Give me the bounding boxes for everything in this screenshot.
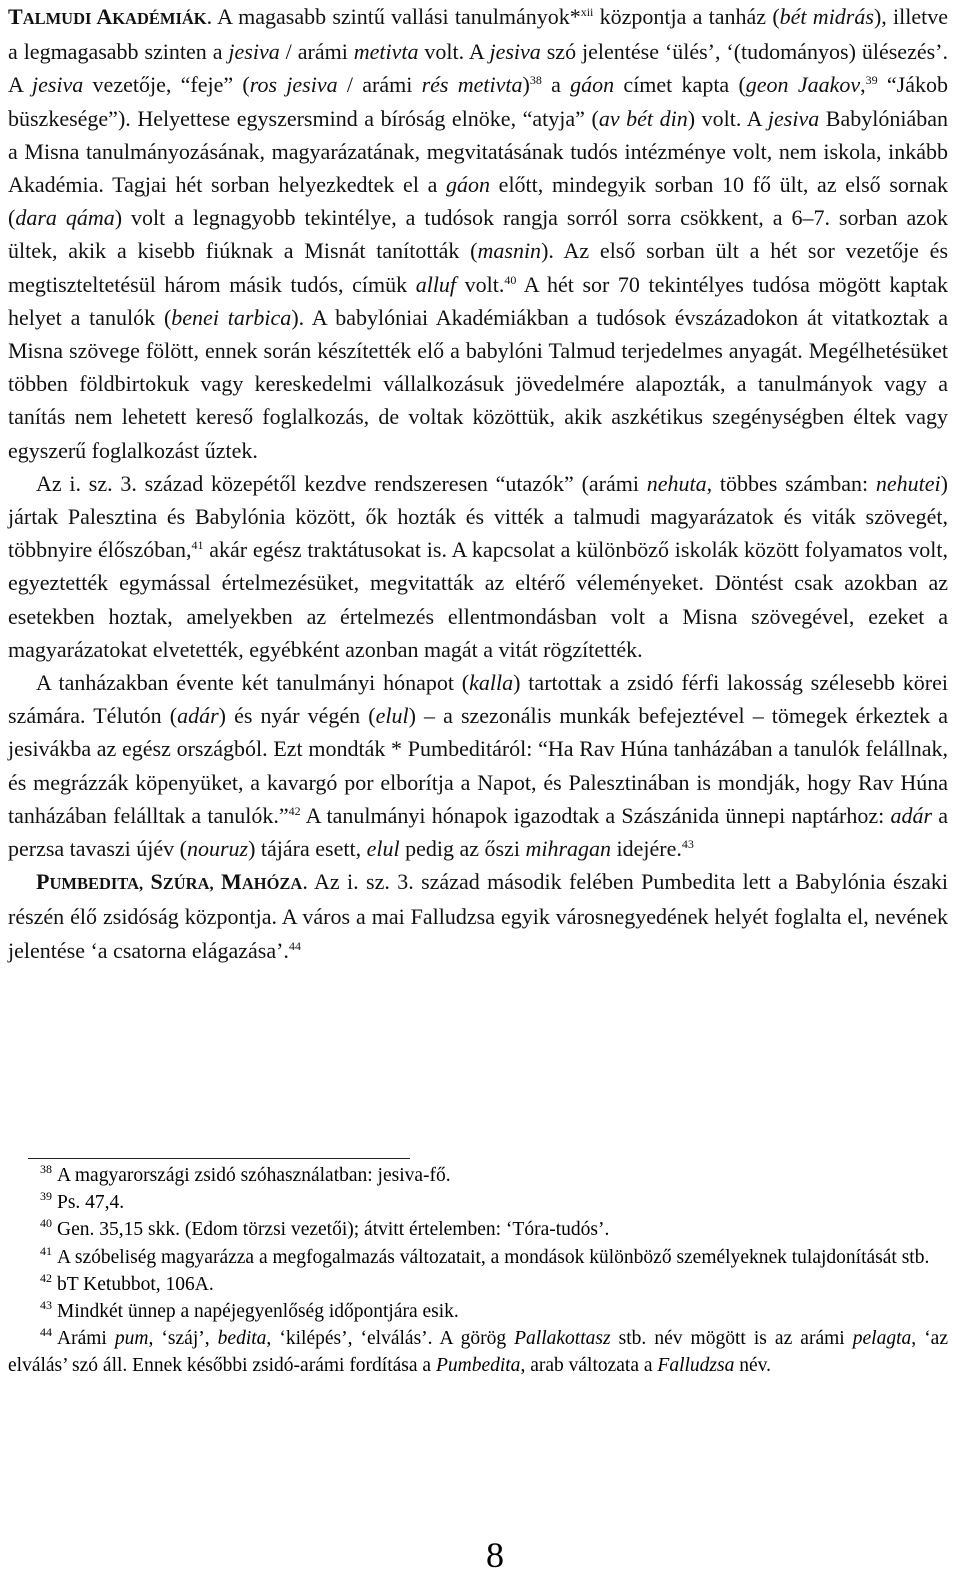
text-run: bT Ketubbot, 106A. — [57, 1273, 214, 1295]
footnote-ref: 38 — [529, 73, 542, 88]
text-run: ), illetve a legmagasabb szinten a — [8, 4, 948, 65]
document-page — [8, 0, 948, 967]
text-run: ) — [522, 72, 530, 98]
italic-term: Pallakottasz — [514, 1328, 611, 1350]
text-run: ). A babylóniai Akadémiákban a tudósok évszázadokon át vitatkoztak a Misna szövege fölött, ennek során készítették elő a babylóni Talmud terjedelmes anyagát. Megélhetésüket többen földbirtokuk vagy kereskedelmi vállalkozásuk jövedelmére alapozták, a tanulmányok vagy a tanítás nem lehetett kereső foglalkozás, de voltak közöttük, akik aszkétikus szegénységben éltek vagy egyszerű foglalkozást űztek. — [8, 304, 948, 463]
italic-term: elul — [375, 703, 409, 729]
italic-term: masnin — [477, 238, 542, 264]
text-run: előtt, mindegyik sorban 10 fő ült, az első sornak ( — [8, 172, 948, 231]
text-run: a — [541, 72, 571, 98]
text-run: stb. név mögött is az arámi — [610, 1328, 853, 1350]
text-run: . Az i. sz. 3. század második felében Pumbedita lett a Babylónia északi részén élő zsidóság központja. A város a mai Falludzsa egyik városnegyedének helyét foglalta el, nevének jelentése ‘a csatorna elágazása’. — [8, 869, 949, 963]
footnote-38 — [8, 1162, 948, 1189]
text-run: akár egész traktátusokat is. A kapcsolat a különböző iskolák között folyamatos volt, egyeztették egymással értelmezésüket, megvitatták az eltérő véleményeket. Döntést csak azokban az esetekben hoztak, amelyekben az értelmezés ellentmondásban volt a Misna szövegével, ezeket a magyarázatokat elvetették, egyébként azonban magát a vitát rögzítették. — [8, 537, 948, 662]
text-run: ) volt. A — [687, 105, 768, 131]
italic-term: kalla — [469, 670, 514, 696]
italic-term: jesiva — [489, 39, 541, 65]
paragraph-utazok — [8, 467, 948, 666]
italic-term: bét midrás — [779, 4, 874, 29]
text-run: / arámi — [279, 39, 354, 65]
text-run: A magyarországi zsidó szóhasználatban: jesiva-fő. — [57, 1165, 451, 1186]
text-run: Ps. 47,4. — [57, 1192, 125, 1214]
italic-term: gáon — [446, 172, 491, 198]
footnotes — [8, 1162, 948, 1380]
italic-term: elul — [366, 836, 400, 862]
text-run: Mindkét ünnep a napéjegyenlőség időpontjára esik. — [57, 1301, 459, 1323]
italic-term: Pumbedita — [435, 1355, 521, 1377]
italic-term: pum — [114, 1328, 149, 1350]
footnote-ref: xii — [580, 5, 594, 19]
text-run: szó jelentése ‘ülés’, ‘(tudományos) ülésezés’. A — [8, 39, 948, 98]
text-run: . A magasabb szintű vallási tanulmányok* — [206, 4, 581, 29]
italic-term: dara qáma — [15, 205, 115, 231]
text-run: Arámi — [57, 1328, 115, 1350]
footnote-number: 40 — [40, 1216, 52, 1231]
italic-term: Falludzsa — [657, 1355, 735, 1377]
text-run: címet kapta ( — [614, 72, 746, 98]
italic-term: pelagta — [852, 1328, 912, 1350]
footnote-39 — [8, 1189, 948, 1216]
footnote-ref: 44 — [288, 938, 301, 953]
text-run: volt. — [456, 271, 505, 297]
text-run: , — [860, 72, 866, 98]
footnote-44 — [8, 1325, 948, 1379]
footnote-number: 39 — [40, 1189, 52, 1204]
text-run: vezetője, “feje” ( — [83, 72, 250, 98]
text-run: A szóbeliség magyarázza a megfogalmazás változatait, a mondások különböző személyeknek tulajdonítását stb. — [57, 1246, 930, 1268]
text-run: ) és nyár végén ( — [218, 703, 376, 729]
footnote-number: 38 — [40, 1162, 52, 1176]
text-run: a perzsa tavaszi újév ( — [8, 802, 949, 862]
footnote-42 — [8, 1271, 948, 1298]
italic-term: ros jesiva — [249, 72, 338, 98]
footnote-ref: 43 — [681, 837, 694, 852]
text-run: , ‘az elválás’ szó áll. Ennek későbbi zsidó-arámi fordítása a — [8, 1328, 948, 1377]
section-heading-talmudi-akademiak: TALMUDI AKADÉMIÁK — [8, 4, 207, 29]
text-run: , arab változata a — [520, 1355, 658, 1377]
text-run: ) jártak Palesztina és Babylónia között, ők hozták és vitték a talmudi magyarázatok és viták szövegét, többnyire élőszóban, — [8, 470, 948, 563]
text-run: , ‘száj’, — [148, 1328, 218, 1350]
text-run: , ‘kilépés’, ‘elválás’. A görög — [266, 1328, 515, 1350]
text-run: pedig az őszi — [399, 836, 526, 862]
footnote-ref: 41 — [191, 538, 204, 553]
italic-term: bedita — [217, 1328, 267, 1350]
italic-term: gáon — [570, 72, 615, 98]
footnote-ref: 40 — [504, 272, 517, 287]
paragraph-kalla — [8, 666, 948, 865]
footnote-40 — [8, 1216, 948, 1243]
paragraph-body — [8, 471, 948, 662]
italic-term: jesiva — [228, 39, 280, 65]
text-run: ) volt a legnagyobb tekintélye, a tudósok rangja sorról sorra csökkent, a 6–7. sorban azok ültek, akik a kisebb fiúknak a Misnát tanították ( — [8, 205, 949, 264]
paragraph-talmudi-akademiak — [8, 0, 948, 467]
page-number: 8 — [486, 1535, 504, 1575]
text-run: volt. A — [418, 39, 490, 65]
footnote-number: 42 — [40, 1270, 52, 1285]
footnote-separator — [28, 1158, 410, 1159]
italic-term: geon Jaakov — [745, 72, 861, 98]
footnote-list — [8, 1162, 948, 1380]
paragraph-pumbedita — [8, 865, 948, 967]
heading-smallcaps: PUMBEDITA, SZÚRA, MAHÓZA — [36, 869, 303, 895]
text-run: ) tájára esett, — [248, 836, 367, 862]
footnote-ref: 39 — [865, 73, 878, 88]
main-text — [8, 0, 948, 967]
text-run: Az i. sz. 3. század közepétől kezdve rendszeresen “utazók” (arámi — [36, 470, 647, 496]
text-run: A tanházakban évente két tanulmányi hónapot ( — [36, 670, 470, 696]
italic-term: nouruz — [186, 836, 249, 862]
italic-term: jesiva — [31, 72, 84, 98]
italic-term: nehutei — [875, 470, 941, 496]
italic-term: jesiva — [767, 105, 820, 131]
italic-term: mihragan — [525, 836, 612, 862]
text-run: név. — [734, 1355, 771, 1377]
paragraph-body — [8, 670, 948, 861]
text-run: / arámi — [337, 72, 422, 98]
italic-term: metivta — [353, 39, 419, 65]
footnote-number: 43 — [40, 1298, 52, 1313]
text-run: központja a tanház ( — [593, 4, 780, 29]
text-run: idejére. — [611, 836, 682, 862]
footnote-number: 41 — [40, 1243, 52, 1258]
text-run: A tanulmányi hónapok igazodtak a Szászánida ünnepi naptárhoz: — [300, 802, 891, 828]
italic-term: benei tarbica — [171, 304, 292, 330]
text-run: , többes számban: — [706, 470, 876, 496]
text-run: “Jákob büszkesége”). Helyettese egyszersmind a bíróság elnöke, “atyja” ( — [8, 72, 948, 131]
footnote-41 — [8, 1244, 948, 1271]
text-run: Gen. 35,15 skk. (Edom törzsi vezetői); átvitt értelemben: ‘Tóra-tudós’. — [57, 1219, 610, 1241]
paragraph-body — [8, 4, 948, 463]
text-run: Babylóniában a Misna tanulmányozásának, magyarázatának, megvitatásának tudós intézménye volt, nem iskola, inkább Akadémia. Tagjai hét sorban helyezkedtek el a — [8, 105, 948, 198]
footnote-ref: 42 — [288, 803, 301, 818]
section-heading-pumbedita — [36, 869, 302, 894]
italic-term: adár — [890, 802, 933, 828]
text-run: ) – a szezonális munkák befejeztével – tömegek érkeztek a jesivákba az egész országból. Ezt mondták * Pumbeditáról: “Ha Rav Húna tanházában a tanulók felállnak, és megrázzák köpenyüket, a kavargó por elborítja a Napot, és Palesztinában is mondják, hogy Rav Húna tanházában felálltak a tanulók.” — [8, 703, 948, 828]
footnote-43 — [8, 1298, 948, 1325]
text-run: ) tartottak a zsidó férfi lakosság szélesebb körei számára. Télutón ( — [8, 670, 948, 729]
italic-term: alluf — [415, 271, 457, 297]
footnote-number: 44 — [40, 1325, 52, 1340]
italic-term: av bét din — [598, 105, 688, 131]
italic-term: rés metivta — [421, 72, 523, 98]
italic-term: adár — [177, 703, 219, 729]
text-run: A hét sor 70 tekintélyes tudósa mögött kaptak helyet a tanulók ( — [8, 271, 948, 330]
text-run: ). Az első sorban ült a hét sor vezetője és megtiszteltetésül három másik tudós, címük — [8, 238, 949, 297]
italic-term: nehuta — [646, 470, 707, 496]
